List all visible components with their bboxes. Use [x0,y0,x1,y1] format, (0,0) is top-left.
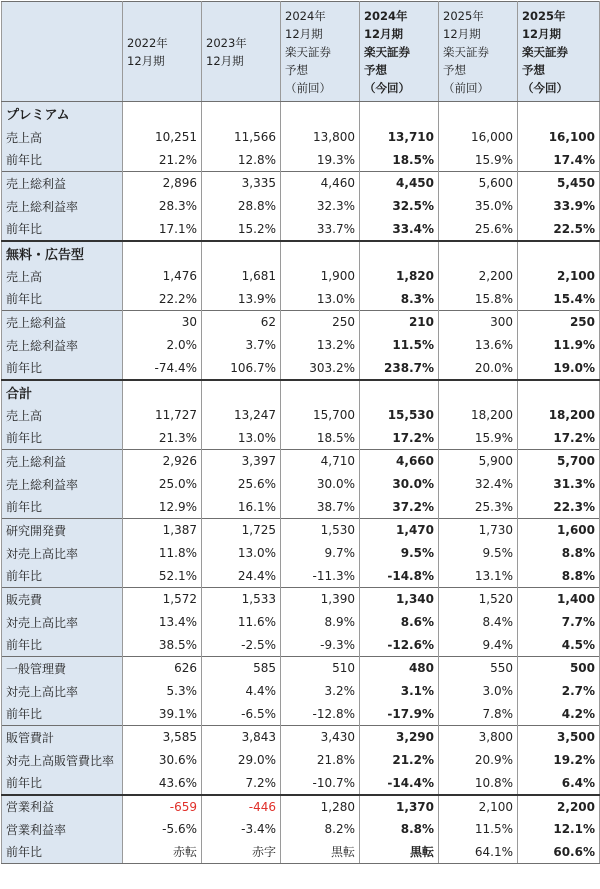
table-cell: 24.4% [202,565,281,588]
table-cell: 30.0% [360,473,439,496]
table-cell: 1,820 [360,265,439,288]
row-label: 前年比 [2,565,123,588]
table-cell: 303.2% [281,357,360,380]
row-label: 前年比 [2,772,123,795]
section-row [2,102,600,126]
table-cell: 21.2% [123,149,202,172]
table-cell: 31.3% [518,473,600,496]
table-row [2,126,600,149]
table-cell: 8.9% [281,611,360,634]
table-cell: 3,335 [202,172,281,195]
table-cell: -446 [202,795,281,818]
table-cell: -12.8% [281,703,360,726]
row-label: 売上高 [2,265,123,288]
table-cell: 35.0% [439,195,518,218]
table-cell: 1,280 [281,795,360,818]
table-cell: 8.8% [518,565,600,588]
table-cell: 16,000 [439,126,518,149]
table-cell: 20.9% [439,749,518,772]
table-cell: 4,710 [281,450,360,473]
table-cell: -17.9% [360,703,439,726]
table-row [2,404,600,427]
table-cell: -12.6% [360,634,439,657]
table-cell [202,241,281,265]
row-label: 売上総利益率 [2,473,123,496]
section-row [2,241,600,265]
row-label: 営業利益 [2,795,123,818]
table-cell: 2,100 [518,265,600,288]
table-cell: 4.2% [518,703,600,726]
table-cell: 60.6% [518,841,600,864]
table-cell: -5.6% [123,818,202,841]
row-label: 前年比 [2,288,123,311]
table-cell: 8.8% [360,818,439,841]
row-label: 売上総利益率 [2,195,123,218]
row-label: 一般管理費 [2,657,123,680]
section-label: 合計 [2,380,123,404]
table-cell: 5,600 [439,172,518,195]
table-cell: 11.5% [439,818,518,841]
table-cell: 250 [518,311,600,334]
table-cell: 3.7% [202,334,281,357]
table-cell [281,380,360,404]
table-cell: 1,400 [518,588,600,611]
table-cell: 11.9% [518,334,600,357]
row-label: 営業利益率 [2,818,123,841]
table-cell: 9.7% [281,542,360,565]
table-cell: 19.0% [518,357,600,380]
table-row [2,450,600,473]
section-label: プレミアム [2,102,123,126]
table-cell: 7.2% [202,772,281,795]
table-row [2,749,600,772]
table-cell [123,241,202,265]
table-cell: 15.4% [518,288,600,311]
table-cell: 1,470 [360,519,439,542]
row-label: 前年比 [2,357,123,380]
table-cell: 1,600 [518,519,600,542]
table-cell: 15.8% [439,288,518,311]
table-cell: 11,727 [123,404,202,427]
table-cell: 17.2% [518,427,600,450]
table-cell: -9.3% [281,634,360,657]
table-cell: 19.2% [518,749,600,772]
table-row [2,427,600,450]
table-cell: 25.6% [439,218,518,241]
table-cell [439,241,518,265]
table-cell: 15,530 [360,404,439,427]
table-cell: 9.5% [439,542,518,565]
row-label: 対売上高比率 [2,680,123,703]
table-cell: -74.4% [123,357,202,380]
table-row [2,565,600,588]
table-row [2,311,600,334]
table-cell: -14.4% [360,772,439,795]
table-cell: 5,900 [439,450,518,473]
table-cell: 1,681 [202,265,281,288]
table-cell: 13.0% [281,288,360,311]
table-cell: 1,730 [439,519,518,542]
row-label: 売上総利益 [2,450,123,473]
table-cell: 210 [360,311,439,334]
table-row [2,841,600,864]
table-cell: 3.1% [360,680,439,703]
table-cell: 11.6% [202,611,281,634]
table-cell: 13.0% [202,542,281,565]
table-cell: 500 [518,657,600,680]
table-cell: 赤字 [202,841,281,864]
table-cell [202,102,281,126]
table-cell: 13.6% [439,334,518,357]
table-header [2,2,600,102]
table-cell: 300 [439,311,518,334]
table-row [2,473,600,496]
table-body [2,102,600,864]
table-cell: 29.0% [202,749,281,772]
table-cell: 1,370 [360,795,439,818]
table-cell [281,241,360,265]
row-label: 前年比 [2,634,123,657]
row-label: 販管費計 [2,726,123,749]
table-cell: -3.4% [202,818,281,841]
table-cell: 2,100 [439,795,518,818]
table-cell: 1,387 [123,519,202,542]
table-cell: 20.0% [439,357,518,380]
table-cell: 13.2% [281,334,360,357]
table-row [2,195,600,218]
table-cell: 4,460 [281,172,360,195]
table-cell: 3,800 [439,726,518,749]
table-cell: 30.0% [281,473,360,496]
table-cell: 8.3% [360,288,439,311]
section-label: 無料・広告型 [2,241,123,265]
table-cell: 3,430 [281,726,360,749]
row-label: 前年比 [2,218,123,241]
table-cell: 10.8% [439,772,518,795]
table-cell: 1,390 [281,588,360,611]
table-cell: 22.3% [518,496,600,519]
table-cell: 32.4% [439,473,518,496]
table-cell [518,102,600,126]
table-cell: -14.8% [360,565,439,588]
table-cell: 8.8% [518,542,600,565]
table-cell: 18.5% [360,149,439,172]
column-header-4: 2024年 12月期 楽天証券 予想 （今回） [360,2,439,102]
table-cell: 13.4% [123,611,202,634]
header-corner [2,2,123,102]
table-row [2,542,600,565]
table-cell: 550 [439,657,518,680]
table-cell: 30 [123,311,202,334]
table-cell: -10.7% [281,772,360,795]
row-label: 売上総利益 [2,311,123,334]
table-cell: -659 [123,795,202,818]
table-row [2,334,600,357]
row-label: 研究開発費 [2,519,123,542]
table-cell: 15,700 [281,404,360,427]
table-cell: 52.1% [123,565,202,588]
table-cell: 4,450 [360,172,439,195]
table-cell: 238.7% [360,357,439,380]
column-header-5: 2025年 12月期 楽天証券 予想 （前回） [439,2,518,102]
table-cell: 18.5% [281,427,360,450]
row-label: 前年比 [2,427,123,450]
table-cell: 8.4% [439,611,518,634]
table-row [2,634,600,657]
table-cell: 5.3% [123,680,202,703]
table-cell: 1,530 [281,519,360,542]
table-cell: -11.3% [281,565,360,588]
table-cell: 2.7% [518,680,600,703]
table-cell [439,380,518,404]
table-cell: 13.1% [439,565,518,588]
table-cell: 10,251 [123,126,202,149]
row-label: 前年比 [2,841,123,864]
table-cell: 32.3% [281,195,360,218]
table-row [2,172,600,195]
table-cell [123,102,202,126]
table-cell: 30.6% [123,749,202,772]
table-cell: 1,533 [202,588,281,611]
table-cell [202,380,281,404]
table-cell: 15.2% [202,218,281,241]
table-cell: 1,725 [202,519,281,542]
table-row [2,519,600,542]
table-cell [518,380,600,404]
table-cell: 16.1% [202,496,281,519]
table-row [2,726,600,749]
table-cell: 2,896 [123,172,202,195]
table-row [2,818,600,841]
table-cell: 13,800 [281,126,360,149]
table-cell: 5,450 [518,172,600,195]
table-cell: 15.9% [439,149,518,172]
table-cell: 3,290 [360,726,439,749]
table-cell: 21.2% [360,749,439,772]
column-header-2: 2023年 12月期 [202,2,281,102]
table-cell: -6.5% [202,703,281,726]
table-cell: 18,200 [439,404,518,427]
table-cell: 1,572 [123,588,202,611]
section-row [2,380,600,404]
row-label: 売上高 [2,404,123,427]
row-label: 前年比 [2,703,123,726]
table-cell: 1,476 [123,265,202,288]
column-header-6: 2025年 12月期 楽天証券 予想 （今回） [518,2,600,102]
table-row [2,218,600,241]
table-cell [281,102,360,126]
table-cell: 6.4% [518,772,600,795]
table-cell: 39.1% [123,703,202,726]
table-cell [360,241,439,265]
table-cell: 1,900 [281,265,360,288]
table-cell: 赤転 [123,841,202,864]
table-cell: 13.0% [202,427,281,450]
table-cell: 11.5% [360,334,439,357]
row-label: 対売上高比率 [2,611,123,634]
table-row [2,772,600,795]
table-cell: 28.8% [202,195,281,218]
table-cell: 106.7% [202,357,281,380]
table-cell: 11.8% [123,542,202,565]
table-cell: 8.2% [281,818,360,841]
table-cell: 250 [281,311,360,334]
table-cell: 5,700 [518,450,600,473]
table-row [2,703,600,726]
row-label: 売上総利益 [2,172,123,195]
table-row [2,588,600,611]
table-row [2,611,600,634]
table-row [2,149,600,172]
row-label: 対売上高比率 [2,542,123,565]
table-cell: 13.9% [202,288,281,311]
table-row [2,657,600,680]
table-cell: 13,710 [360,126,439,149]
table-cell: 2,200 [518,795,600,818]
table-cell: 16,100 [518,126,600,149]
column-header-1: 2022年 12月期 [123,2,202,102]
table-cell: 4.4% [202,680,281,703]
table-cell: 3,397 [202,450,281,473]
table-cell: 38.7% [281,496,360,519]
table-cell [439,102,518,126]
table-cell: 25.3% [439,496,518,519]
row-label: 対売上高販管費比率 [2,749,123,772]
table-cell: 黒転 [281,841,360,864]
table-cell: 4.5% [518,634,600,657]
table-cell: 12.9% [123,496,202,519]
table-cell: 33.9% [518,195,600,218]
row-label: 前年比 [2,496,123,519]
table-row [2,496,600,519]
table-cell: 585 [202,657,281,680]
table-cell: 25.0% [123,473,202,496]
table-cell: 12.8% [202,149,281,172]
table-row [2,288,600,311]
table-cell: 22.2% [123,288,202,311]
table-cell: 64.1% [439,841,518,864]
table-cell: 9.4% [439,634,518,657]
table-cell: 510 [281,657,360,680]
table-cell: 22.5% [518,218,600,241]
financial-forecast-table [1,1,600,864]
table-row [2,795,600,818]
table-cell: 33.7% [281,218,360,241]
table-cell: 25.6% [202,473,281,496]
table-cell: 21.3% [123,427,202,450]
table-cell [360,380,439,404]
table-cell: 17.4% [518,149,600,172]
table-cell: 7.8% [439,703,518,726]
table-cell: 626 [123,657,202,680]
table-cell: 28.3% [123,195,202,218]
table-row [2,357,600,380]
table-cell: 62 [202,311,281,334]
table-cell: 18,200 [518,404,600,427]
table-cell: 2,200 [439,265,518,288]
table-cell: 17.1% [123,218,202,241]
table-cell: 21.8% [281,749,360,772]
header-row [2,2,600,102]
table-cell [360,102,439,126]
table-cell: 32.5% [360,195,439,218]
table-cell [518,241,600,265]
row-label: 売上総利益率 [2,334,123,357]
table-cell: 3,585 [123,726,202,749]
table-cell: 480 [360,657,439,680]
table-cell: 19.3% [281,149,360,172]
table-cell: 13,247 [202,404,281,427]
table-cell: 8.6% [360,611,439,634]
table-cell: 43.6% [123,772,202,795]
table-cell: 2.0% [123,334,202,357]
table-cell: 38.5% [123,634,202,657]
row-label: 前年比 [2,149,123,172]
table-cell: 3.0% [439,680,518,703]
table-cell: 7.7% [518,611,600,634]
table-cell: 33.4% [360,218,439,241]
table-cell: 1,340 [360,588,439,611]
table-cell: 37.2% [360,496,439,519]
table-cell: 1,520 [439,588,518,611]
table-cell: 9.5% [360,542,439,565]
row-label: 売上高 [2,126,123,149]
table-cell: 3,500 [518,726,600,749]
table-cell: 黒転 [360,841,439,864]
table-cell: 15.9% [439,427,518,450]
table-cell: 3,843 [202,726,281,749]
row-label: 販売費 [2,588,123,611]
table-cell: 11,566 [202,126,281,149]
table-cell: 17.2% [360,427,439,450]
table-cell: 4,660 [360,450,439,473]
table-cell: -2.5% [202,634,281,657]
table-cell [123,380,202,404]
table-cell: 3.2% [281,680,360,703]
column-header-3: 2024年 12月期 楽天証券 予想 （前回） [281,2,360,102]
table-row [2,265,600,288]
table-cell: 12.1% [518,818,600,841]
table-row [2,680,600,703]
table-cell: 2,926 [123,450,202,473]
